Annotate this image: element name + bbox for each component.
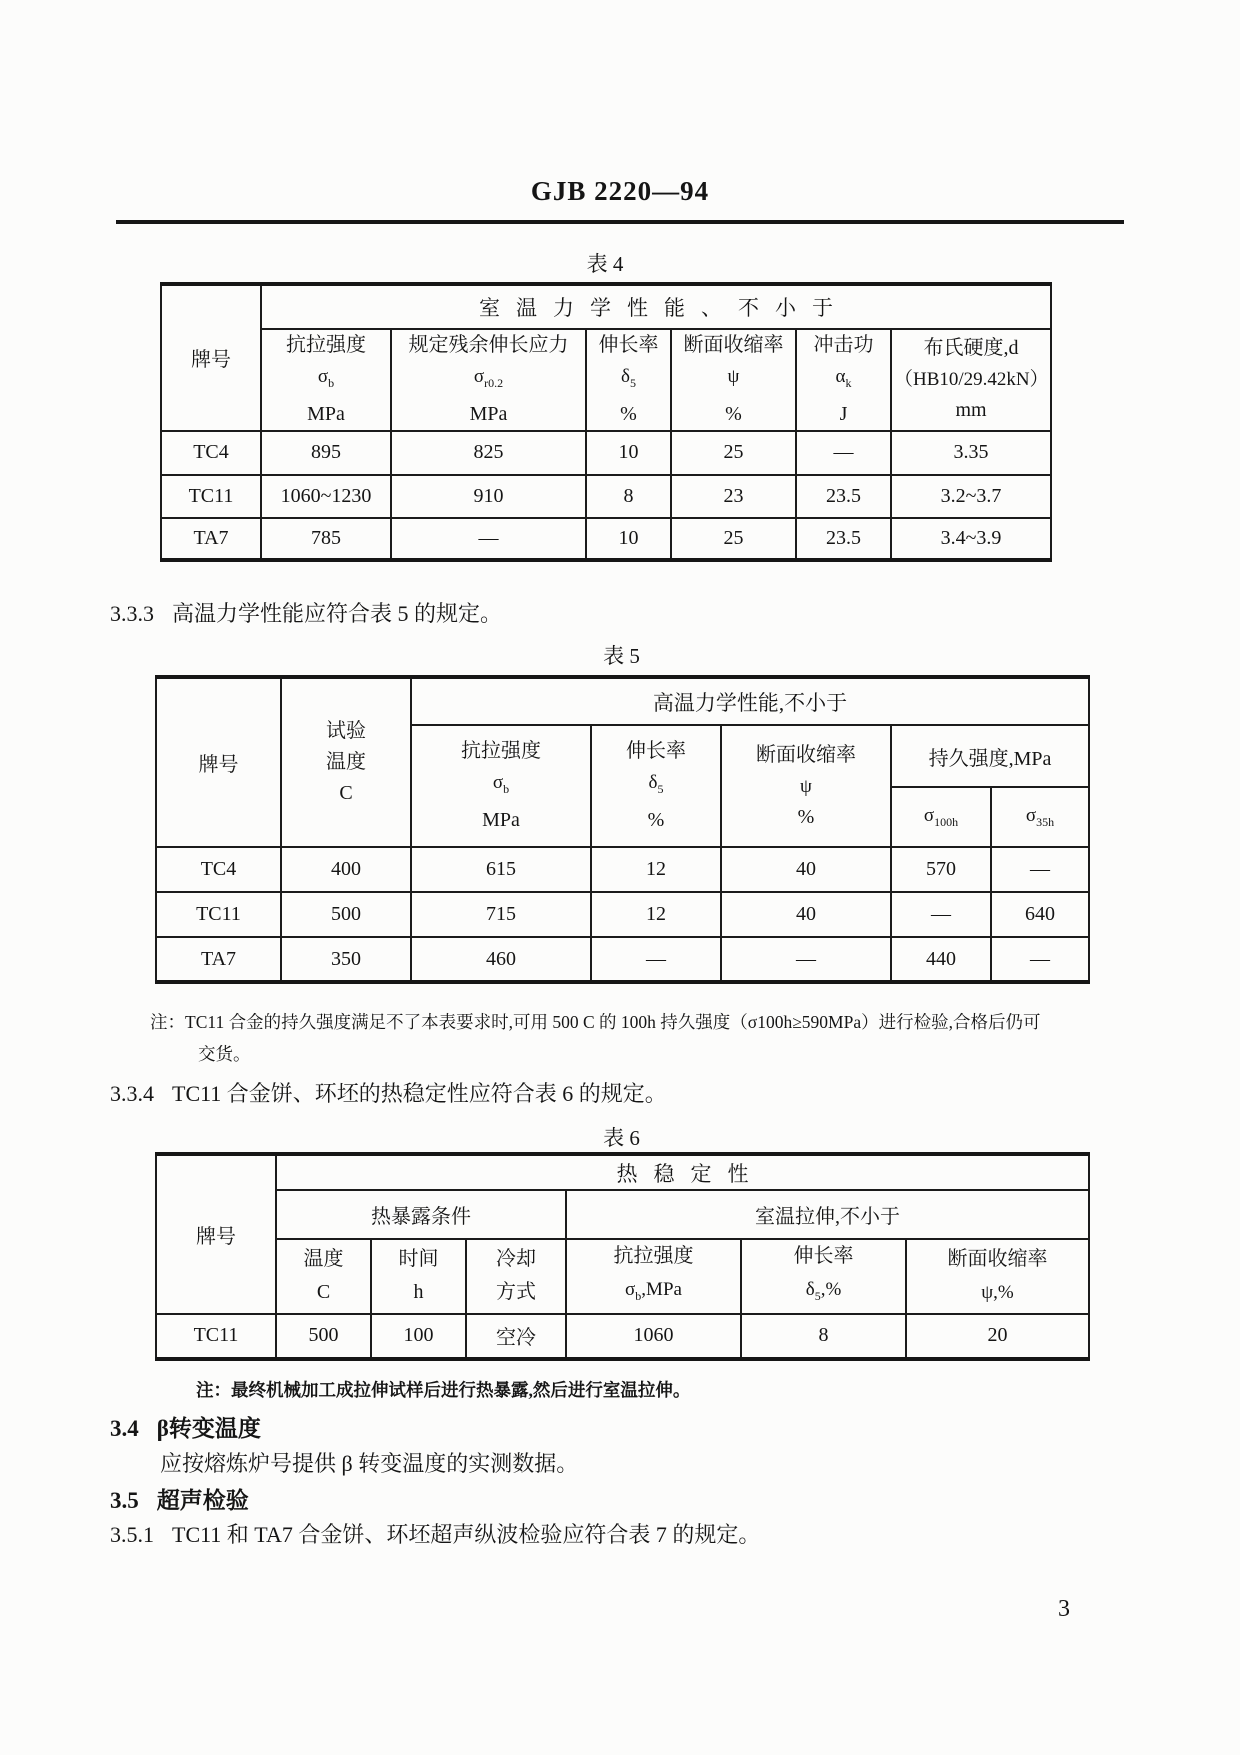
table4-col-yield [391,329,586,431]
table6-col-elongation [741,1239,906,1314]
table4-caption: 表 4 [586,252,624,276]
col-unit: % [725,402,742,425]
col-symbol: $\alpha_k$ [835,366,852,390]
table4-span-header-row [161,284,1051,329]
col-unit: J [839,402,848,425]
col-symbol: （HB10/29.42kN） [894,369,1049,391]
col-name: 伸长率 [598,334,659,356]
cell: 23 [671,475,796,518]
col-symbol: $\delta_5$ [648,772,664,796]
col-name: 冲击功 [813,334,874,356]
grade-cell: TC11 [161,475,261,518]
table4-col-impact [796,329,891,431]
table5-col-endurance-100h: $\sigma_{100h}$ [891,787,991,847]
table6-span-header: 热稳定性 [276,1154,1089,1190]
grade-cell: TC4 [161,431,261,475]
cell: 25 [671,518,796,560]
table-6 [155,1152,1090,1361]
table4-col-elongation [586,329,671,431]
cell: 20 [906,1314,1089,1359]
table5-note [150,1006,1125,1070]
cell: — [891,892,991,937]
section-number: 3.4 [110,1416,139,1441]
col-symbol: ψ,% [981,1282,1014,1304]
cell: 350 [281,937,411,982]
col-unit: C [316,1281,331,1304]
cell: — [591,937,721,982]
table5-grade-header: 牌号 [156,677,281,847]
table-row [156,937,1089,982]
col-unit: % [647,808,665,831]
note-text-line1: TC11 合金的持久强度满足不了本表要求时,可用 500 C 的 100h 持久强度（σ100h≥590MPa）进行检验,合格后仍可 [185,1012,1041,1032]
table5-span-header: 高温力学性能,不小于 [411,677,1089,725]
cell: 715 [411,892,591,937]
col-name: 温度 [326,751,366,773]
cell: 785 [261,518,391,560]
cell: — [721,937,891,982]
table5-col-reduction [721,725,891,847]
table6-col-cooling [466,1239,566,1314]
note-label: 注： [150,1012,185,1032]
section-title: 超声检验 [156,1488,249,1513]
cell: 460 [411,937,591,982]
col-name: 温度 [303,1248,344,1271]
col-name: 伸长率 [626,740,686,763]
cell: 8 [586,475,671,518]
table6-column-header-row [156,1239,1089,1314]
cell: 100 [371,1314,466,1359]
col-name: 规定残余伸长应力 [408,334,569,356]
table6-group-tension: 室温拉伸,不小于 [566,1190,1089,1239]
cell: 25 [671,431,796,475]
table-row [156,892,1089,937]
page-number: 3 [1058,1596,1070,1622]
table-row [156,847,1089,892]
table6-grade-header: 牌号 [156,1154,276,1314]
cell: 500 [281,892,411,937]
grade-cell: TC11 [156,892,281,937]
table6-group-header-row [156,1190,1089,1239]
cell: 500 [276,1314,371,1359]
col-symbol: ψ [727,366,740,387]
cell: 10 [586,518,671,560]
table4-col-tensile [261,329,391,431]
cell: 615 [411,847,591,892]
cell: — [991,847,1089,892]
cell: 640 [991,892,1089,937]
table5-caption: 表 5 [603,644,640,668]
col-unit: C [339,782,353,804]
table5-col-endurance: 持久强度,MPa [891,725,1089,787]
table4-span-header: 室温力学性能、不小于 [261,284,1051,329]
table6-col-tensile [566,1239,741,1314]
cell: 3.35 [891,431,1051,475]
col-unit: mm [955,399,987,422]
col-symbol: $\sigma_b,MPa$ [625,1279,682,1303]
grade-cell: TC4 [156,847,281,892]
table6-note: 注：最终机械加工成拉伸试样后进行热暴露,然后进行室温拉伸。 [196,1380,691,1400]
col-name: 断面收缩率 [683,334,784,356]
grade-cell: TA7 [161,518,261,560]
cell: 440 [891,937,991,982]
col-unit: MPa [469,402,508,425]
col-name: 抗拉强度 [286,334,366,356]
col-name: 冷却 [496,1248,536,1271]
cell: 3.4~3.9 [891,518,1051,560]
col-unit: % [620,402,637,425]
table6-span-header-row [156,1154,1089,1190]
cell: 3.2~3.7 [891,475,1051,518]
col-unit: h [413,1281,424,1304]
table5-col-elongation [591,725,721,847]
section-title: β转变温度 [156,1416,261,1441]
col-symbol: $\sigma_{r0.2}$ [473,366,504,390]
col-symbol: $\delta_5$ [621,366,636,390]
cell: 12 [591,892,721,937]
cell: 40 [721,847,891,892]
table6-col-temp [276,1239,371,1314]
cell: 400 [281,847,411,892]
col-name: 方式 [496,1281,536,1304]
grade-cell: TA7 [156,937,281,982]
col-unit: % [797,805,815,828]
col-symbol: $\sigma_b$ [317,366,335,390]
table4-column-header-row [161,329,1051,431]
cell: 895 [261,431,391,475]
section-3-3-4 [110,1077,667,1108]
cell: 1060~1230 [261,475,391,518]
col-name: 试验 [326,720,366,742]
section-text: TC11 和 TA7 合金饼、环坯超声纵波检验应符合表 7 的规定。 [172,1522,761,1547]
table4-col-hardness [891,329,1051,431]
cell: 40 [721,892,891,937]
table5-col-endurance-35h: $\sigma_{35h}$ [991,787,1089,847]
section-3-3-3 [110,597,502,628]
table6-group-exposure: 热暴露条件 [276,1190,566,1239]
section-number: 3.5 [110,1488,139,1513]
cell: 12 [591,847,721,892]
table-row [156,1314,1089,1359]
table-row [161,431,1051,475]
section-number: 3.3.3 [110,601,154,626]
col-unit: MPa [307,402,345,425]
table5-span-header-row [156,677,1089,725]
section-text: 高温力学性能应符合表 5 的规定。 [172,601,503,626]
col-name: 断面收缩率 [756,743,856,766]
col-name: 抗拉强度 [461,740,541,763]
col-name: 布氏硬度,d [923,337,1019,360]
section-number: 3.3.4 [110,1081,154,1106]
cell: 825 [391,431,586,475]
col-name: 时间 [398,1248,439,1271]
table6-col-reduction [906,1239,1089,1314]
col-name: 断面收缩率 [947,1248,1048,1271]
section-number: 3.5.1 [110,1522,154,1547]
table-5 [155,675,1090,984]
cell: 570 [891,847,991,892]
cell: 空冷 [466,1314,566,1359]
table6-col-time [371,1239,466,1314]
header-rule [116,220,1124,224]
section-3-4-body: 应按熔炼炉号提供 β 转变温度的实测数据。 [160,1451,579,1476]
section-3-4-heading [110,1410,261,1443]
cell: — [991,937,1089,982]
cell: — [391,518,586,560]
cell: 1060 [566,1314,741,1359]
section-3-5-1 [110,1518,760,1549]
standard-number: GJB 2220—94 [530,176,710,206]
table5-col-tensile [411,725,591,847]
table5-temp-header [281,677,411,847]
table4-col-reduction [671,329,796,431]
table6-caption: 表 6 [603,1126,640,1150]
col-unit: MPa [482,808,520,831]
table4-grade-header: 牌号 [161,284,261,431]
cell: 23.5 [796,518,891,560]
col-name: 伸长率 [793,1245,854,1267]
grade-cell: TC11 [156,1314,276,1359]
col-name: 抗拉强度 [613,1245,694,1267]
cell: 8 [741,1314,906,1359]
section-3-5-heading [110,1482,249,1515]
col-symbol: ψ [800,775,812,797]
table-row [161,518,1051,560]
cell: — [796,431,891,475]
table-row [161,475,1051,518]
cell: 23.5 [796,475,891,518]
cell: 910 [391,475,586,518]
table-4 [160,282,1052,562]
cell: 10 [586,431,671,475]
note-text-line2: 交货。 [198,1044,251,1064]
col-symbol: $\sigma_b$ [492,772,510,796]
section-text: TC11 合金饼、环坯的热稳定性应符合表 6 的规定。 [172,1081,667,1106]
col-symbol: $\delta_5,\%$ [805,1279,842,1303]
